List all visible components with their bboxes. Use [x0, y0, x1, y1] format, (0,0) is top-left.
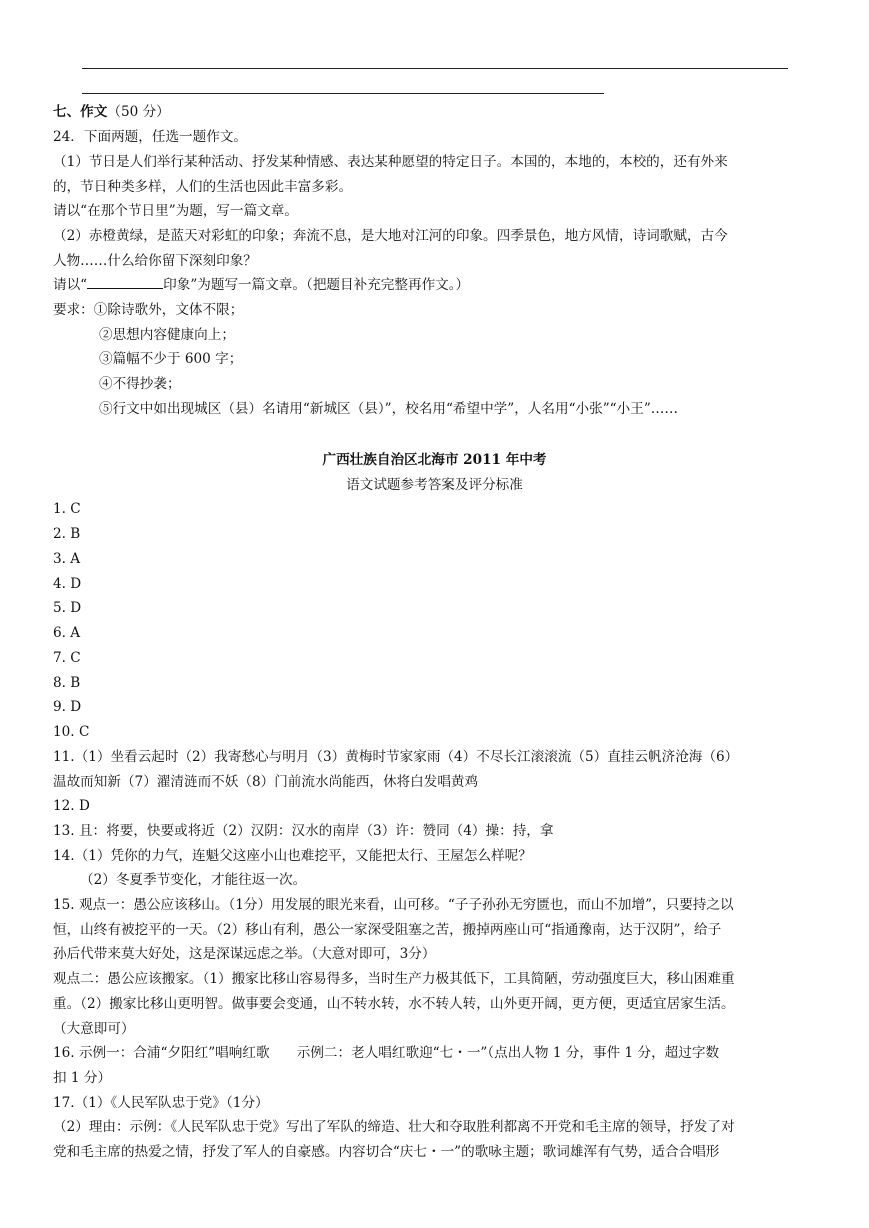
answers-subtitle: 语文试题参考答案及评分标准 — [346, 477, 523, 493]
answer-7: 7. C — [53, 650, 81, 666]
prompt-1-line-3: 请以“在那个节日里”为题，写一篇文章。 — [53, 203, 298, 219]
prompt-1-line-1: （1）节日是人们举行某种活动、抒发某种情感、表达某种愿望的特定日子。本国的，本地的，本校的，还有外来 — [53, 154, 728, 170]
answer-12: 12. D — [53, 798, 90, 814]
prompt-2-line-1: （2）赤橙黄绿，是蓝天对彩虹的印象；奔流不息，是大地对江河的印象。四季景色，地方风情，诗词歌赋，古今 — [53, 228, 728, 244]
answer-16-line-2: 扣 1 分） — [53, 1070, 112, 1086]
requirement-4: ④不得抄袭； — [99, 376, 181, 392]
prompt-2-post: 印象”为题写一篇文章。（把题目补充完整再作文。） — [163, 277, 470, 293]
answer-15-line-4: 观点二：愚公应该搬家。（1）搬家比移山容易得多，当时生产力极其低下，工具简陋，劳动强度巨大，移山困难重 — [53, 971, 735, 987]
answer-5: 5. D — [53, 600, 82, 616]
requirement-2: ②思想内容健康向上； — [99, 327, 235, 343]
question-24: 24．下面两题，任选一题作文。 — [53, 129, 248, 145]
answer-11-line-2: 温故而知新（7）濯清涟而不妖（8）门前流水尚能西，休将白发唱黄鸡 — [53, 774, 479, 790]
answer-17-line-1: 17.（1）《人民军队忠于党》（1分） — [53, 1095, 269, 1111]
answer-10: 10. C — [53, 724, 90, 740]
answer-3: 3. A — [53, 551, 81, 567]
answer-14-line-2: （2）冬夏季节变化，才能往返一次。 — [80, 872, 307, 888]
prompt-1-line-2: 的，节日种类多样，人们的生活也因此丰富多彩。 — [53, 179, 353, 195]
prompt-2-pre: 请以“ — [53, 277, 88, 293]
answer-15-line-1: 15. 观点一：愚公应该移山。（1分）用发展的眼光来看，山可移。“子子孙孙无穷匮也，而山不加增”，只要持之以 — [53, 897, 734, 913]
answer-16-line-1: 16. 示例一：合浦“夕阳红”唱响红歌 示例二：老人唱红歌迎“七・一”（点出人物 1 分，事件 1 分，超过字数 — [53, 1045, 720, 1061]
answer-15-line-3: 孙后代带来莫大好处，这是深谋远虑之举。（大意对即可，3分） — [53, 946, 436, 962]
answer-rule-2 — [82, 93, 604, 94]
answer-13: 13. 且：将要，快要或将近（2）汉阴：汉水的南岸（3）许：赞同（4）操：持，拿 — [53, 823, 554, 839]
requirement-5: ⑤行文中如出现城区（县）名请用“新城区（县）”，校名用“希望中学”，人名用“小张”“小王”…… — [99, 401, 678, 417]
answer-4: 4. D — [53, 576, 82, 592]
answer-17-line-3: 党和毛主席的热爱之情，抒发了军人的自豪感。内容切合“庆七・一”的歌咏主题；歌词雄浑有气势，适合合唱形 — [53, 1144, 720, 1160]
answer-17-line-2: （2）理由：示例：《人民军队忠于党》写出了军队的缔造、壮大和夺取胜利都离不开党和毛主席的领导，抒发了对 — [53, 1119, 735, 1135]
answers-title: 广西壮族自治区北海市 2011 年中考 — [322, 452, 547, 468]
prompt-2-line-2: 人物……什么给你留下深刻印象？ — [53, 253, 257, 269]
section-heading — [53, 100, 818, 125]
section-heading-score: （50 分） — [107, 104, 170, 120]
requirement-3: ③篇幅不少于 600 字； — [99, 351, 243, 367]
requirement-1: 要求：①除诗歌外，文体不限； — [53, 302, 244, 318]
prompt-2-line-3 — [53, 273, 818, 298]
answer-rule-1 — [82, 68, 788, 69]
answer-1: 1. C — [53, 501, 81, 517]
answer-2: 2. B — [53, 526, 81, 542]
answer-9: 9. D — [53, 699, 82, 715]
answer-14-line-1: 14.（1）凭你的力气，连魁父这座小山也难挖平，又能把太行、王屋怎么样呢？ — [53, 848, 532, 864]
title-blank — [87, 274, 163, 289]
answer-11-line-1: 11.（1）坐看云起时（2）我寄愁心与明月（3）黄梅时节家家雨（4）不尽长江滚滚流（5）直挂云帆济沧海（6） — [53, 749, 739, 765]
answer-15-line-5: 重。（2）搬家比移山更明智。做事要会变通，山不转水转，水不转人转，山外更开阔，更方便，更适宜居家生活。 — [53, 996, 735, 1012]
answer-15-line-6: （大意即可） — [53, 1021, 135, 1037]
answer-6: 6. A — [53, 625, 81, 641]
answer-8: 8. B — [53, 675, 81, 691]
answer-15-line-2: 恒，山终有被挖平的一天。（2）移山有利，愚公一家深受阻塞之苦，搬掉两座山可“指通豫南，达于汉阴”，给子 — [53, 922, 722, 938]
section-heading-text: 七、作文 — [53, 104, 108, 120]
